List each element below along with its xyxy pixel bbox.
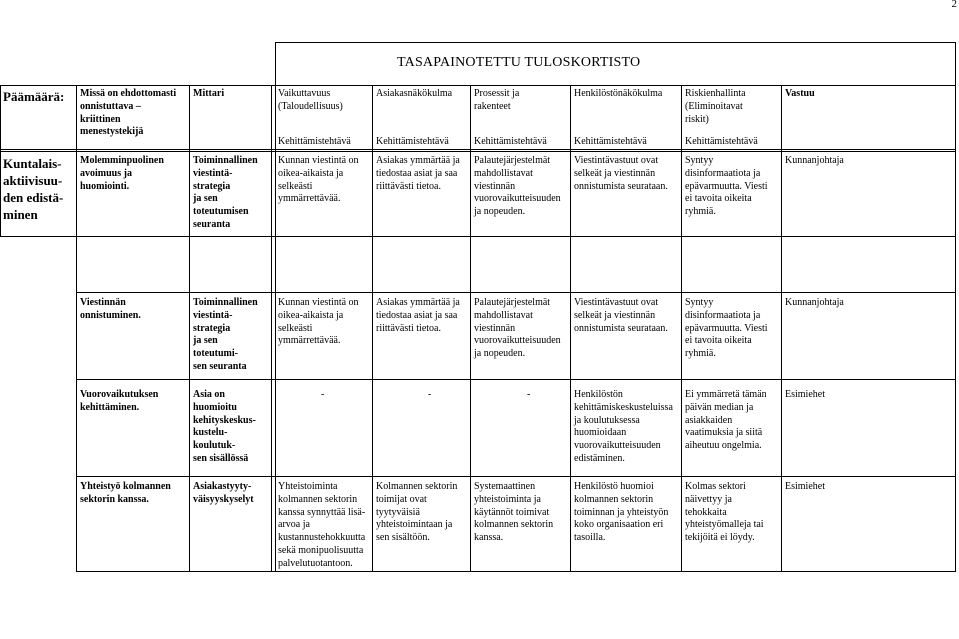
cell-line: näivettyy ja — [685, 493, 732, 505]
cell-line: viestinnän — [474, 180, 516, 192]
cell-line: Missä on ehdottomasti — [80, 88, 177, 99]
cell-line: kanssa synnyttää lisä- — [278, 506, 366, 518]
cell-line: avoimuus ja — [80, 167, 132, 179]
table-cell — [574, 389, 673, 466]
cell-line: toteutumi- — [193, 348, 238, 360]
table-cell — [80, 481, 171, 507]
cell-line: tekijöitä ei löydy. — [685, 532, 755, 544]
header-risk — [685, 88, 746, 126]
table-cell — [685, 297, 768, 361]
cell-line: strategia — [193, 180, 231, 192]
cell-line: Kunnan viestintä on — [278, 297, 359, 308]
cell-line: käytännöt toimivat — [474, 506, 550, 518]
cell-line: Esimiehet — [785, 481, 825, 492]
cell-line: onnistumista seurataan. — [574, 322, 668, 334]
subheader-task: Kehittämistehtävä — [474, 136, 547, 147]
cell-line: sen seuranta — [193, 360, 247, 372]
header-personnel: Henkilöstönäkökulma — [574, 88, 663, 99]
table-cell — [574, 155, 668, 193]
cell-line: ryhmiä. — [685, 348, 716, 360]
cell-line: kolmannen sektorin — [278, 493, 358, 505]
cell-line: - — [428, 389, 432, 400]
cell-line: minen — [3, 207, 38, 222]
cell-line: sekä monipuolisuutta — [278, 544, 364, 556]
cell-line: ja nopeuden. — [474, 348, 526, 360]
cell-line: viestintä- — [193, 167, 233, 179]
cell-line: sen sisältöön. — [376, 532, 430, 544]
rule — [275, 85, 276, 572]
table-cell — [193, 481, 254, 507]
table-cell — [80, 297, 141, 323]
table-cell — [474, 155, 561, 219]
cell-line: onnistumista seurataan. — [574, 180, 668, 192]
cell-line: kustannustehokkuutta — [278, 532, 366, 544]
table-cell — [785, 155, 844, 168]
cell-line: seuranta — [193, 218, 231, 230]
table-cell — [428, 389, 431, 402]
cell-line: Asiakas ymmärtää ja — [376, 297, 460, 308]
table-cell — [278, 481, 365, 571]
cell-line: Prosessit ja — [474, 88, 520, 99]
table-cell — [193, 389, 256, 466]
cell-line: Asia on — [193, 389, 225, 400]
goal-label: Päämäärä: — [3, 89, 65, 104]
subheader-task: Kehittämistehtävä — [278, 136, 351, 147]
rule — [76, 476, 956, 477]
table-cell — [376, 297, 460, 335]
cell-line: sektorin kanssa. — [80, 493, 149, 505]
header-responsibility: Vastuu — [785, 88, 815, 99]
cell-line: mahdollistavat — [474, 309, 533, 321]
cell-line: selkeästi — [278, 180, 313, 192]
header-critical-factor — [80, 88, 176, 139]
cell-line: mahdollistavat — [474, 167, 533, 179]
cell-line: Molemminpuolinen — [80, 155, 164, 166]
rule — [76, 379, 956, 380]
cell-line: epävarmuutta. Viesti — [685, 180, 768, 192]
cell-line: menestystekijä — [80, 126, 144, 138]
cell-line: yhteistyömalleja tai — [685, 519, 764, 531]
table-cell — [685, 389, 767, 453]
cell-line: aktiivisuu- — [3, 173, 63, 188]
cell-line: Systemaattinen — [474, 481, 536, 492]
cell-line: huomioitu — [193, 401, 237, 413]
table-cell — [574, 297, 668, 335]
rule — [0, 236, 956, 237]
cell-line: ja sen — [193, 335, 218, 347]
cell-line: strategia — [193, 322, 231, 334]
table-cell — [278, 297, 359, 348]
cell-line: riittävästi tietoa. — [376, 180, 441, 192]
cell-line: edistäminen. — [574, 452, 625, 464]
header-metric: Mittari — [193, 88, 225, 99]
cell-line: huomioidaan — [574, 427, 627, 439]
cell-line: viestinnän — [474, 322, 516, 334]
rule — [0, 85, 956, 86]
cell-line: vuorovaikutteisuuden — [574, 440, 661, 452]
header-impact — [278, 88, 343, 114]
cell-line: tasoilla. — [574, 532, 606, 544]
rule — [0, 85, 1, 237]
cell-line: kehittäminen. — [80, 401, 140, 413]
table-cell — [193, 297, 258, 374]
cell-line: Vaikuttavuus — [278, 88, 331, 99]
table-cell — [685, 481, 764, 545]
subheader-task: Kehittämistehtävä — [685, 136, 758, 147]
subheader-task: Kehittämistehtävä — [574, 136, 647, 147]
cell-line: toteutumisen — [193, 206, 249, 218]
rule — [0, 151, 956, 152]
cell-line: (Taloudellisuus) — [278, 100, 343, 112]
cell-line: - — [527, 389, 531, 400]
table-cell — [785, 297, 844, 310]
cell-line: sen sisällössä — [193, 452, 249, 464]
cell-line: Viestinnän — [80, 297, 126, 308]
cell-line: disinformaatiota ja — [685, 167, 761, 179]
table-cell — [376, 481, 457, 545]
cell-line: kolmannen sektorin — [574, 493, 654, 505]
cell-line: oikea-aikaista ja — [278, 309, 344, 321]
cell-line: ja koulutuksessa — [574, 414, 640, 426]
cell-line: ja nopeuden. — [474, 206, 526, 218]
page-title: TASAPAINOTETTU TULOSKORTISTO — [397, 55, 641, 70]
rule — [570, 85, 571, 572]
cell-line: Asiakastyyty- — [193, 481, 252, 492]
cell-line: vuorovaikutteisuuden — [474, 193, 561, 205]
cell-line: Toiminnallinen — [193, 155, 258, 166]
cell-line: ei tavoita oikeita — [685, 193, 752, 205]
table-cell — [785, 481, 825, 494]
cell-line: riittävästi tietoa. — [376, 322, 441, 334]
cell-line: kanssa. — [474, 532, 504, 544]
cell-line: vaatimuksia ja siitä — [685, 427, 763, 439]
rule — [76, 571, 956, 572]
cell-line: ei tavoita oikeita — [685, 335, 752, 347]
goal-text — [3, 155, 63, 223]
cell-line: Kunnanjohtaja — [785, 155, 844, 166]
cell-line: Yhteistyö kolmannen — [80, 481, 171, 492]
cell-line: vuorovaikutteisuuden — [474, 335, 561, 347]
cell-line: onnistuttava – — [80, 100, 141, 112]
cell-line: Syntyy — [685, 297, 714, 308]
table-cell — [278, 155, 359, 206]
cell-line: Yhteistoiminta — [278, 481, 338, 492]
cell-line: epävarmuutta. Viesti — [685, 322, 768, 334]
cell-line: Toiminnallinen — [193, 297, 258, 308]
cell-line: ryhmiä. — [685, 206, 716, 218]
table-cell — [474, 297, 561, 361]
cell-line: disinformaatiota ja — [685, 309, 761, 321]
cell-line: väisyyskyselyt — [193, 493, 254, 505]
rule — [955, 42, 956, 86]
cell-line: kehittämiskeskusteluissa — [574, 401, 673, 413]
cell-line: den edistä- — [3, 190, 64, 205]
rule — [372, 85, 373, 572]
cell-line: Henkilöstö huomioi — [574, 481, 654, 492]
cell-line: Vuorovaikutuksen — [80, 389, 159, 400]
cell-line: palvelutuotantoon. — [278, 557, 353, 569]
cell-line: kriittinen — [80, 113, 121, 125]
table-cell — [321, 389, 324, 402]
cell-line: Kunnan viestintä on — [278, 155, 359, 166]
cell-line: ja sen — [193, 193, 218, 205]
cell-line: Syntyy — [685, 155, 714, 166]
cell-line: selkeästi — [278, 322, 313, 334]
cell-line: toiminnan ja yhteistyön — [574, 506, 669, 518]
cell-line: ymmärrettävää. — [278, 193, 341, 205]
rule — [271, 85, 272, 572]
cell-line: Kunnanjohtaja — [785, 297, 844, 308]
cell-line: ymmärrettävää. — [278, 335, 341, 347]
table-cell — [474, 481, 553, 545]
rule — [76, 292, 956, 293]
table-cell — [574, 481, 668, 545]
cell-line: huomiointi. — [80, 180, 130, 192]
cell-line: viestintä- — [193, 309, 233, 321]
table-cell — [685, 155, 768, 219]
rule — [681, 85, 682, 572]
cell-line: Palautejärjestelmät — [474, 297, 551, 308]
rule — [275, 42, 956, 43]
cell-line: Henkilöstön — [574, 389, 623, 400]
cell-line: tiedostaa asiat ja saa — [376, 167, 458, 179]
cell-line: koulutuk- — [193, 440, 236, 452]
header-processes — [474, 88, 519, 114]
page-number: 2 — [951, 0, 957, 10]
header-customer: Asiakasnäkökulma — [376, 88, 453, 99]
cell-line: Viestintävastuut ovat — [574, 297, 659, 308]
cell-line: (Eliminoitavat — [685, 100, 743, 112]
cell-line: kehityskeskus- — [193, 414, 256, 426]
cell-line: Kolmannen sektorin — [376, 481, 458, 492]
rule — [275, 42, 276, 86]
cell-line: rakenteet — [474, 100, 511, 112]
cell-line: Viestintävastuut ovat — [574, 155, 659, 166]
table-cell — [193, 155, 258, 232]
rule — [955, 85, 956, 572]
rule — [0, 149, 956, 150]
cell-line: selkeät ja viestinnän — [574, 167, 656, 179]
table-cell — [527, 389, 530, 402]
cell-line: Kolmas sektori — [685, 481, 746, 492]
cell-line: kustelu- — [193, 427, 228, 439]
cell-line: Asiakas ymmärtää ja — [376, 155, 460, 166]
table-cell — [80, 155, 164, 193]
cell-line: yhteistoiminta ja — [474, 493, 541, 505]
cell-line: Riskienhallinta — [685, 88, 746, 99]
cell-line: Esimiehet — [785, 389, 825, 400]
rule — [781, 85, 782, 572]
cell-line: tiedostaa asiat ja saa — [376, 309, 458, 321]
cell-line: päivän median ja — [685, 401, 754, 413]
cell-line: Palautejärjestelmät — [474, 155, 551, 166]
table-cell — [80, 389, 158, 415]
cell-line: - — [321, 389, 325, 400]
table-cell — [376, 155, 460, 193]
table-cell — [785, 389, 825, 402]
cell-line: yhteistoimintaan ja — [376, 519, 453, 531]
cell-line: tyytyväisiä — [376, 506, 420, 518]
cell-line: asiakkaiden — [685, 414, 733, 426]
cell-line: tehokkaita — [685, 506, 727, 518]
rule — [189, 85, 190, 572]
cell-line: Kuntalais- — [3, 156, 62, 171]
cell-line: onnistuminen. — [80, 309, 141, 321]
cell-line: toimijat ovat — [376, 493, 427, 505]
cell-line: aiheutuu ongelmia. — [685, 440, 762, 452]
cell-line: koko organisaation eri — [574, 519, 664, 531]
cell-line: riskit) — [685, 113, 709, 125]
cell-line: selkeät ja viestinnän — [574, 309, 656, 321]
rule — [470, 85, 471, 572]
cell-line: oikea-aikaista ja — [278, 167, 344, 179]
rule — [76, 85, 77, 572]
subheader-task: Kehittämistehtävä — [376, 136, 449, 147]
cell-line: arvoa ja — [278, 519, 310, 531]
cell-line: kolmannen sektorin — [474, 519, 554, 531]
cell-line: Ei ymmärretä tämän — [685, 389, 767, 400]
